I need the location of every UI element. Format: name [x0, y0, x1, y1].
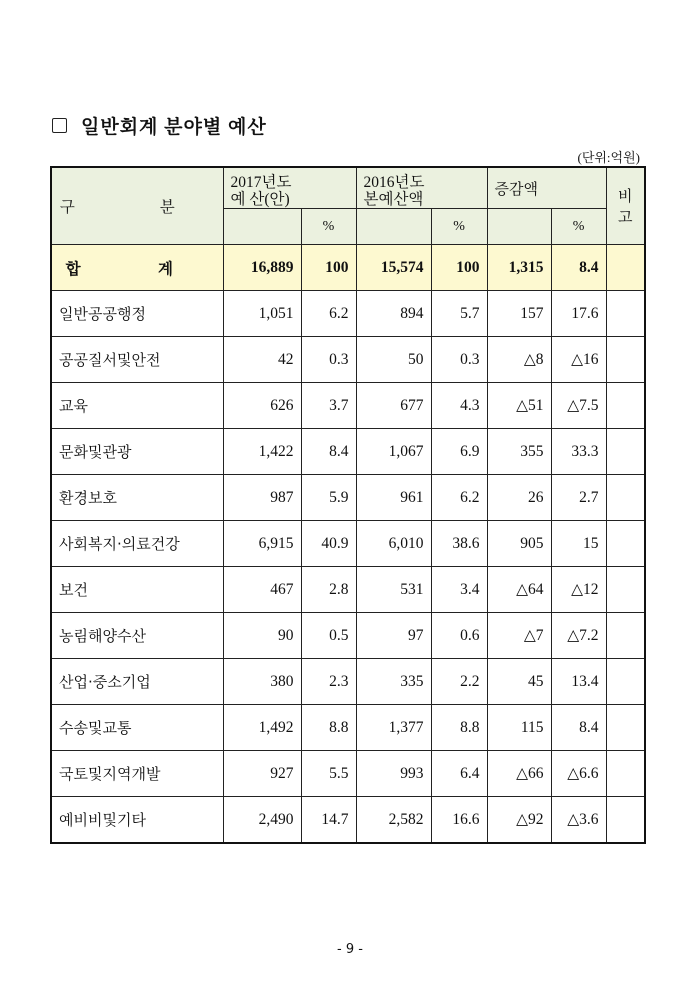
row-label: 농림해양수산	[51, 613, 223, 659]
cell-diff-pct: 2.7	[551, 475, 606, 521]
header-gubun: 구 분	[51, 167, 223, 245]
cell-diff-pct: 17.6	[551, 291, 606, 337]
cell-b2017: 42	[223, 337, 301, 383]
cell-b2017: 1,051	[223, 291, 301, 337]
cell-note	[606, 659, 645, 705]
cell-p2016: 4.3	[431, 383, 487, 429]
row-label: 수송및교통	[51, 705, 223, 751]
cell-p2016: 2.2	[431, 659, 487, 705]
header-budget-2016-line2: 본예산액	[363, 191, 424, 208]
cell-diff-pct: 8.4	[551, 705, 606, 751]
cell-diff-pct: △12	[551, 567, 606, 613]
row-label: 교육	[51, 383, 223, 429]
header-note: 비고	[606, 167, 645, 245]
cell-note	[606, 613, 645, 659]
checkbox-square-icon	[52, 118, 67, 133]
cell-b2016: 993	[356, 751, 431, 797]
table-row	[51, 613, 645, 659]
cell-p2016: 6.2	[431, 475, 487, 521]
total-p2016: 100	[431, 245, 487, 291]
cell-b2016: 1,067	[356, 429, 431, 475]
cell-p2017: 5.9	[301, 475, 356, 521]
cell-b2016: 677	[356, 383, 431, 429]
header-budget-2017-line2: 예 산(안)	[230, 191, 290, 208]
total-p2017: 100	[301, 245, 356, 291]
cell-b2016: 531	[356, 567, 431, 613]
cell-p2017: 0.5	[301, 613, 356, 659]
cell-p2017: 6.2	[301, 291, 356, 337]
cell-p2017: 8.8	[301, 705, 356, 751]
cell-b2016: 335	[356, 659, 431, 705]
cell-b2017: 6,915	[223, 521, 301, 567]
cell-note	[606, 475, 645, 521]
row-label: 일반공공행정	[51, 291, 223, 337]
header-empty-2016	[356, 209, 431, 245]
cell-p2016: 0.3	[431, 337, 487, 383]
cell-note	[606, 797, 645, 844]
cell-diff-pct: △3.6	[551, 797, 606, 844]
cell-b2017: 987	[223, 475, 301, 521]
total-b2017: 16,889	[223, 245, 301, 291]
header-budget-2016	[356, 167, 487, 209]
header-budget-2017-line1: 2017년도	[230, 174, 292, 191]
header-pct-change: %	[551, 209, 606, 245]
cell-b2017: 380	[223, 659, 301, 705]
cell-diff-pct: △16	[551, 337, 606, 383]
cell-b2016: 97	[356, 613, 431, 659]
table-row	[51, 705, 645, 751]
table-row	[51, 567, 645, 613]
header-pct-2016: %	[431, 209, 487, 245]
table-row	[51, 337, 645, 383]
cell-b2017: 467	[223, 567, 301, 613]
cell-b2017: 927	[223, 751, 301, 797]
cell-b2016: 50	[356, 337, 431, 383]
cell-p2017: 8.4	[301, 429, 356, 475]
table-row	[51, 475, 645, 521]
cell-note	[606, 567, 645, 613]
cell-b2017: 90	[223, 613, 301, 659]
total-b2016: 15,574	[356, 245, 431, 291]
cell-diff-pct: △7.5	[551, 383, 606, 429]
cell-note	[606, 521, 645, 567]
cell-b2016: 2,582	[356, 797, 431, 844]
unit-label: (단위:억원)	[577, 150, 640, 165]
row-label: 사회복지·의료건강	[51, 521, 223, 567]
table-row	[51, 429, 645, 475]
total-row	[51, 245, 645, 291]
cell-diff-pct: 15	[551, 521, 606, 567]
section-heading	[52, 112, 267, 139]
cell-b2016: 1,377	[356, 705, 431, 751]
cell-p2016: 3.4	[431, 567, 487, 613]
table-row	[51, 751, 645, 797]
header-row	[51, 167, 645, 209]
table-row	[51, 659, 645, 705]
header-change: 증감액	[487, 167, 606, 209]
cell-b2017: 2,490	[223, 797, 301, 844]
cell-diff-pct: 33.3	[551, 429, 606, 475]
cell-diff: △7	[487, 613, 551, 659]
cell-p2016: 8.8	[431, 705, 487, 751]
header-budget-2017	[223, 167, 356, 209]
row-label: 국토및지역개발	[51, 751, 223, 797]
cell-diff: 115	[487, 705, 551, 751]
cell-note	[606, 429, 645, 475]
cell-p2016: 38.6	[431, 521, 487, 567]
cell-diff-pct: △7.2	[551, 613, 606, 659]
cell-diff: △92	[487, 797, 551, 844]
cell-p2017: 2.8	[301, 567, 356, 613]
cell-b2017: 626	[223, 383, 301, 429]
row-label: 예비비및기타	[51, 797, 223, 844]
cell-note	[606, 751, 645, 797]
table-row	[51, 521, 645, 567]
cell-diff-pct: △6.6	[551, 751, 606, 797]
cell-p2017: 14.7	[301, 797, 356, 844]
header-pct-2017: %	[301, 209, 356, 245]
cell-diff: 157	[487, 291, 551, 337]
total-diff-pct: 8.4	[551, 245, 606, 291]
cell-p2016: 16.6	[431, 797, 487, 844]
cell-p2016: 0.6	[431, 613, 487, 659]
cell-p2017: 3.7	[301, 383, 356, 429]
cell-diff-pct: 13.4	[551, 659, 606, 705]
cell-diff: 26	[487, 475, 551, 521]
cell-p2016: 6.9	[431, 429, 487, 475]
cell-b2016: 961	[356, 475, 431, 521]
cell-p2017: 2.3	[301, 659, 356, 705]
cell-b2017: 1,492	[223, 705, 301, 751]
cell-diff: △66	[487, 751, 551, 797]
cell-diff: △8	[487, 337, 551, 383]
cell-b2016: 6,010	[356, 521, 431, 567]
cell-diff: 45	[487, 659, 551, 705]
cell-note	[606, 291, 645, 337]
total-diff: 1,315	[487, 245, 551, 291]
cell-note	[606, 383, 645, 429]
table-row	[51, 797, 645, 844]
cell-note	[606, 337, 645, 383]
cell-b2016: 894	[356, 291, 431, 337]
cell-b2017: 1,422	[223, 429, 301, 475]
cell-p2016: 5.7	[431, 291, 487, 337]
row-label: 환경보호	[51, 475, 223, 521]
row-label: 보건	[51, 567, 223, 613]
cell-note	[606, 705, 645, 751]
cell-diff: 355	[487, 429, 551, 475]
header-empty-2017	[223, 209, 301, 245]
table-row	[51, 291, 645, 337]
page-number: - 9 -	[337, 942, 363, 957]
cell-p2017: 5.5	[301, 751, 356, 797]
header-empty-change	[487, 209, 551, 245]
row-label: 문화및관광	[51, 429, 223, 475]
total-label: 합 계	[51, 245, 223, 291]
header-budget-2016-line1: 2016년도	[363, 174, 425, 191]
cell-diff: 905	[487, 521, 551, 567]
table-row	[51, 383, 645, 429]
cell-p2017: 0.3	[301, 337, 356, 383]
section-title: 일반회계 분야별 예산	[81, 117, 267, 138]
row-label: 공공질서및안전	[51, 337, 223, 383]
total-note	[606, 245, 645, 291]
cell-p2017: 40.9	[301, 521, 356, 567]
cell-p2016: 6.4	[431, 751, 487, 797]
cell-diff: △51	[487, 383, 551, 429]
cell-diff: △64	[487, 567, 551, 613]
row-label: 산업·중소기업	[51, 659, 223, 705]
budget-table	[50, 166, 646, 844]
